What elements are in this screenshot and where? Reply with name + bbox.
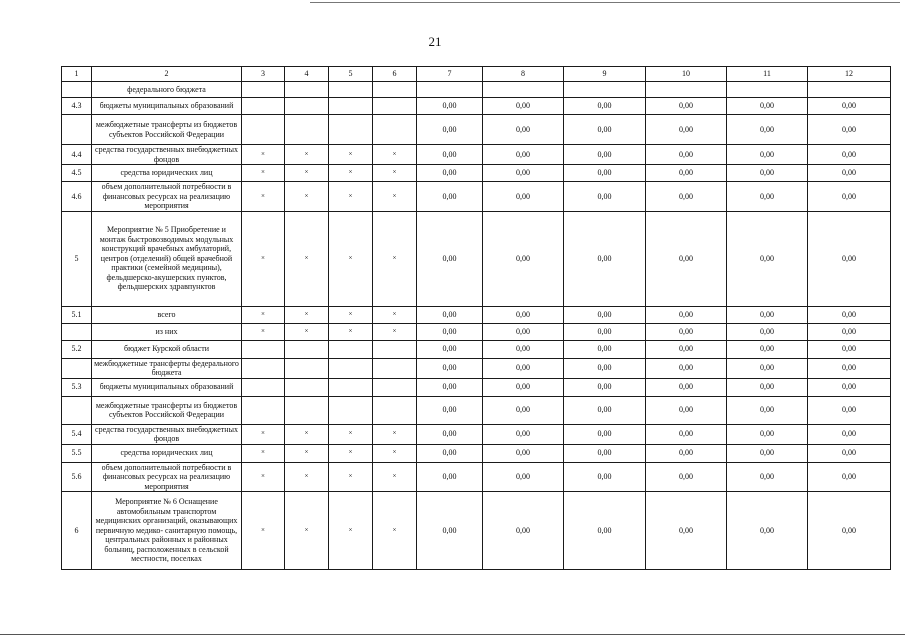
mark-cell [285,115,329,145]
mark-cell: × [373,211,417,306]
mark-cell: × [329,462,373,492]
table-row [62,323,891,340]
mark-cell: × [373,323,417,340]
description-cell: бюджеты муниципальных образований [92,98,242,115]
value-cell: 0,00 [808,462,891,492]
value-cell: 0,00 [483,182,564,212]
value-cell: 0,00 [564,444,646,462]
mark-cell [329,396,373,424]
mark-cell: × [242,462,285,492]
row-number-cell: 5.5 [62,444,92,462]
value-cell: 0,00 [646,358,727,378]
value-cell: 0,00 [808,145,891,165]
value-cell: 0,00 [646,323,727,340]
table-row [62,211,891,306]
mark-cell [242,358,285,378]
mark-cell [373,396,417,424]
mark-cell [285,98,329,115]
value-cell: 0,00 [417,462,483,492]
mark-cell: × [285,306,329,323]
row-number-cell [62,82,92,98]
mark-cell: × [285,182,329,212]
description-cell: Мероприятие № 5 Приобретение и монтаж быстровозводимых модульных конструкций врачебных амбулаторий, центров (отделений) общей врачебной практики (семейной медицины), фельдшерско-акушерских пунктов, фельдшерских здравпунктов [92,211,242,306]
mark-cell [373,98,417,115]
row-number-cell: 5 [62,211,92,306]
value-cell: 0,00 [564,424,646,444]
value-cell: 0,00 [564,323,646,340]
mark-cell: × [285,492,329,570]
table-row [62,306,891,323]
header-cell: 11 [727,67,808,82]
description-cell: федерального бюджета [92,82,242,98]
value-cell: 0,00 [483,396,564,424]
header-cell: 10 [646,67,727,82]
value-cell: 0,00 [646,145,727,165]
header-row [62,67,891,82]
value-cell: 0,00 [564,340,646,358]
header-cell: 6 [373,67,417,82]
header-cell: 4 [285,67,329,82]
value-cell: 0,00 [727,182,808,212]
value-cell: 0,00 [727,340,808,358]
header-cell: 8 [483,67,564,82]
header-cell: 2 [92,67,242,82]
value-cell: 0,00 [808,358,891,378]
mark-cell [285,340,329,358]
value-cell: 0,00 [646,340,727,358]
description-cell: средства государственных внебюджетных фондов [92,424,242,444]
value-cell: 0,00 [483,115,564,145]
mark-cell [242,396,285,424]
mark-cell [373,115,417,145]
value-cell: 0,00 [646,424,727,444]
value-cell: 0,00 [646,462,727,492]
mark-cell: × [285,323,329,340]
value-cell [417,82,483,98]
value-cell: 0,00 [646,444,727,462]
description-cell: средства юридических лиц [92,165,242,182]
value-cell: 0,00 [727,424,808,444]
mark-cell [373,378,417,396]
mark-cell [285,358,329,378]
value-cell: 0,00 [808,98,891,115]
value-cell: 0,00 [564,378,646,396]
mark-cell: × [329,165,373,182]
value-cell: 0,00 [483,98,564,115]
value-cell: 0,00 [646,182,727,212]
value-cell: 0,00 [727,396,808,424]
mark-cell: × [373,492,417,570]
value-cell: 0,00 [727,98,808,115]
mark-cell: × [373,145,417,165]
value-cell: 0,00 [727,462,808,492]
value-cell: 0,00 [564,165,646,182]
value-cell [483,82,564,98]
table-row [62,444,891,462]
mark-cell [285,378,329,396]
mark-cell [329,358,373,378]
mark-cell: × [285,444,329,462]
row-number-cell: 4.4 [62,145,92,165]
description-cell: средства государственных внебюджетных фондов [92,145,242,165]
value-cell: 0,00 [417,306,483,323]
value-cell: 0,00 [483,165,564,182]
description-cell: объем дополнительной потребности в финансовых ресурсах на реализацию мероприятия [92,182,242,212]
row-number-cell: 5.4 [62,424,92,444]
value-cell: 0,00 [646,98,727,115]
mark-cell: × [242,492,285,570]
value-cell: 0,00 [417,165,483,182]
mark-cell: × [242,306,285,323]
mark-cell: × [329,444,373,462]
mark-cell: × [285,145,329,165]
table-row [62,358,891,378]
value-cell: 0,00 [417,211,483,306]
mark-cell: × [373,462,417,492]
value-cell [808,82,891,98]
value-cell: 0,00 [727,323,808,340]
description-cell: межбюджетные трансферты федерального бюджета [92,358,242,378]
funding-table [61,66,891,570]
table-row [62,396,891,424]
value-cell: 0,00 [483,306,564,323]
value-cell: 0,00 [808,444,891,462]
value-cell: 0,00 [483,462,564,492]
value-cell: 0,00 [646,165,727,182]
value-cell: 0,00 [417,115,483,145]
mark-cell: × [329,306,373,323]
mark-cell: × [242,145,285,165]
value-cell: 0,00 [417,323,483,340]
table-row [62,165,891,182]
row-number-cell: 4.5 [62,165,92,182]
header-cell: 5 [329,67,373,82]
value-cell: 0,00 [727,165,808,182]
table-row [62,145,891,165]
value-cell: 0,00 [727,211,808,306]
value-cell: 0,00 [564,462,646,492]
mark-cell [242,98,285,115]
value-cell: 0,00 [564,98,646,115]
mark-cell: × [242,211,285,306]
description-cell: средства юридических лиц [92,444,242,462]
row-number-cell [62,115,92,145]
mark-cell [242,82,285,98]
page-number: 21 [428,34,442,49]
value-cell: 0,00 [727,115,808,145]
value-cell: 0,00 [417,396,483,424]
value-cell: 0,00 [808,165,891,182]
mark-cell: × [329,424,373,444]
mark-cell: × [373,306,417,323]
header-cell: 12 [808,67,891,82]
header-cell: 3 [242,67,285,82]
value-cell: 0,00 [564,115,646,145]
value-cell: 0,00 [808,115,891,145]
value-cell: 0,00 [483,323,564,340]
mark-cell: × [242,424,285,444]
value-cell: 0,00 [417,340,483,358]
row-number-cell: 5.1 [62,306,92,323]
value-cell: 0,00 [417,378,483,396]
value-cell: 0,00 [483,358,564,378]
value-cell: 0,00 [483,378,564,396]
description-cell: межбюджетные трансферты из бюджетов субъектов Российской Федерации [92,115,242,145]
value-cell: 0,00 [564,145,646,165]
mark-cell [329,82,373,98]
value-cell: 0,00 [564,306,646,323]
header-cell: 9 [564,67,646,82]
value-cell: 0,00 [417,98,483,115]
value-cell: 0,00 [808,378,891,396]
row-number-cell: 5.2 [62,340,92,358]
row-number-cell [62,358,92,378]
value-cell: 0,00 [417,145,483,165]
mark-cell [242,378,285,396]
mark-cell [285,82,329,98]
mark-cell: × [242,444,285,462]
description-cell: Мероприятие № 6 Оснащение автомобильным транспортом медицинских организаций, оказывающих первичную медико- санитарную помощь, центральных районных и районных больниц, расположенных в сельской местности, поселках [92,492,242,570]
mark-cell [373,340,417,358]
table-row [62,340,891,358]
mark-cell [373,358,417,378]
value-cell: 0,00 [646,115,727,145]
mark-cell: × [329,323,373,340]
row-number-cell: 5.6 [62,462,92,492]
description-cell: бюджеты муниципальных образований [92,378,242,396]
value-cell: 0,00 [727,378,808,396]
value-cell: 0,00 [417,182,483,212]
value-cell: 0,00 [483,492,564,570]
value-cell: 0,00 [808,323,891,340]
mark-cell: × [242,182,285,212]
mark-cell: × [329,145,373,165]
value-cell: 0,00 [417,444,483,462]
value-cell: 0,00 [808,396,891,424]
row-number-cell: 5.3 [62,378,92,396]
row-number-cell [62,396,92,424]
value-cell: 0,00 [564,182,646,212]
mark-cell [329,115,373,145]
mark-cell: × [373,444,417,462]
value-cell: 0,00 [483,444,564,462]
value-cell: 0,00 [564,358,646,378]
mark-cell: × [285,165,329,182]
mark-cell: × [373,424,417,444]
mark-cell [242,115,285,145]
mark-cell [242,340,285,358]
value-cell: 0,00 [646,492,727,570]
value-cell [727,82,808,98]
table-row [62,462,891,492]
value-cell: 0,00 [808,306,891,323]
mark-cell: × [329,182,373,212]
description-cell: объем дополнительной потребности в финансовых ресурсах на реализацию мероприятия [92,462,242,492]
mark-cell [329,98,373,115]
value-cell: 0,00 [417,358,483,378]
value-cell: 0,00 [727,306,808,323]
value-cell: 0,00 [564,211,646,306]
mark-cell: × [373,182,417,212]
mark-cell: × [329,492,373,570]
value-cell: 0,00 [417,492,483,570]
value-cell: 0,00 [417,424,483,444]
value-cell: 0,00 [483,145,564,165]
mark-cell [329,340,373,358]
value-cell: 0,00 [483,424,564,444]
description-cell: из них [92,323,242,340]
value-cell [646,82,727,98]
row-number-cell: 6 [62,492,92,570]
mark-cell: × [373,165,417,182]
top-rule [310,2,900,3]
description-cell: бюджет Курской области [92,340,242,358]
description-cell: всего [92,306,242,323]
table-row [62,182,891,212]
value-cell: 0,00 [483,211,564,306]
mark-cell: × [242,323,285,340]
value-cell: 0,00 [564,492,646,570]
table-row [62,115,891,145]
table-row [62,98,891,115]
value-cell: 0,00 [564,396,646,424]
table-row [62,82,891,98]
table-row [62,378,891,396]
value-cell: 0,00 [808,340,891,358]
value-cell: 0,00 [727,444,808,462]
value-cell: 0,00 [646,211,727,306]
value-cell: 0,00 [808,424,891,444]
mark-cell [285,396,329,424]
value-cell: 0,00 [646,306,727,323]
row-number-cell: 4.3 [62,98,92,115]
mark-cell [373,82,417,98]
mark-cell: × [285,462,329,492]
value-cell: 0,00 [808,211,891,306]
header-cell: 7 [417,67,483,82]
mark-cell: × [329,211,373,306]
mark-cell [329,378,373,396]
mark-cell: × [285,211,329,306]
mark-cell: × [285,424,329,444]
value-cell: 0,00 [646,378,727,396]
value-cell: 0,00 [646,396,727,424]
bottom-rule [0,634,905,635]
row-number-cell [62,323,92,340]
value-cell: 0,00 [727,145,808,165]
description-cell: межбюджетные трансферты из бюджетов субъектов Российской Федерации [92,396,242,424]
mark-cell: × [242,165,285,182]
header-cell: 1 [62,67,92,82]
table-row [62,424,891,444]
table-row [62,492,891,570]
value-cell: 0,00 [727,358,808,378]
value-cell: 0,00 [727,492,808,570]
value-cell: 0,00 [808,182,891,212]
value-cell: 0,00 [483,340,564,358]
row-number-cell: 4.6 [62,182,92,212]
value-cell [564,82,646,98]
value-cell: 0,00 [808,492,891,570]
